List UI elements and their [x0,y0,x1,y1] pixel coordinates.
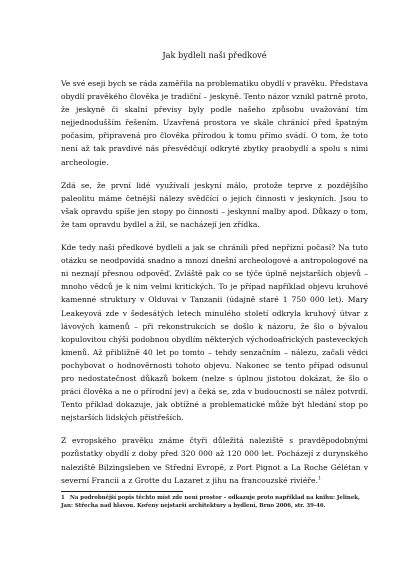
paragraph-2: Zdá se, že první lidé využívali jeskyní málo, protože teprve z pozdějšího paleolitu máme četnější nálezy svědčící o jejich činnosti v jeskyních. Jsou to však opravdu spíše jen stopy po činnosti – jeskynní malby apod. Důkazy o tom, že tam opravdu bydlel a žil, se nacházejí jen zřídka. [61,180,368,229]
footnote-reference[interactable]: 1 [317,475,322,482]
footnote-mark: 1 [61,495,65,501]
footnote [61,495,368,511]
paragraph-4 [61,434,368,486]
document-title: Jak bydleli naši předkové [162,50,267,60]
paragraph-3: Kde tedy naši předkové bydleli a jak se chránili před nepřízní počasí? Na tuto otázku se neodpovídá snadno a mnozí dnešní archeologové a antropologové na ni neznají přesnou odpověď. Zvláště pak co se týče úplně nejstarších objevů – mnoho vědců je k nim velmi kritických. To je případ například objevu kruhové kamenné struktury v Olduvai v Tanzanii (údajně staré 1 750 000 let). Mary Leakeyová zde v šedesátých letech minulého století odkryla kruhový útvar z lávových kamenů – při rekonstrukcích se došlo k názoru, že šlo o bývalou kopulovitou chýši podobnou obydlím některých východoafrických pasteveckých kmenů. Až přibližně 40 let po tomto – tehdy senzačním – nálezu, začali vědci pochybovat o hodnověrnosti tohoto objevu. Nakonec se tento případ odsunul pro nedostatečnost důkazů bokem (nelze s úplnou jistotou dokázat, že šlo o práci člověka a ne o přírodní jev) a čeká se, zda v budoucnosti se nález potvrdí. Tento příklad dokazuje, jak obtížné a problematické může být hledání stop po nejstarších lidských přístřeších. [61,243,368,423]
footnote-text: Na podrobnější popis těchto míst zde není prostor – odkazuje proto například na knihu: Jelínek, Jan: Střecha nad hlavou. Kořeny nejstarší architektury a bydlení, Brno 2006, str. 39-46. [61,495,360,509]
paragraph-1: Ve své eseji bych se ráda zaměřila na problematiku obydlí v pravěku. Představa obydlí pravěkého člověka je tradiční – jeskyně. Tento názor vznikl patrně proto, že jeskyně či skalní převisy byly podle našeho způsobu uvažování tím nejjednodušším řešením. Uzavřená prostora ve skále chránící před špatným počasím, připravená pro člověka přírodou k tomu přímo svádí. O tom, že toto není až tak pravdivé nás přesvědčují odkryté zbytky praobydlí a spolu s nimi archeologie. [61,79,368,167]
footnote-separator [61,491,183,492]
paragraph-4-text: Z evropského pravěku známe čtyři důležitá naleziště s pravděpodobnými pozůstatky obydlí z doby před 320 000 až 120 000 let. Pocházejí z durynského naleziště Bilzingsleben ve Střední Evropě, z Port Pignot a La Roche Gélétan v severní Francii a z Grotte du Lazaret z jihu na francouzské riviéře. [61,436,368,485]
